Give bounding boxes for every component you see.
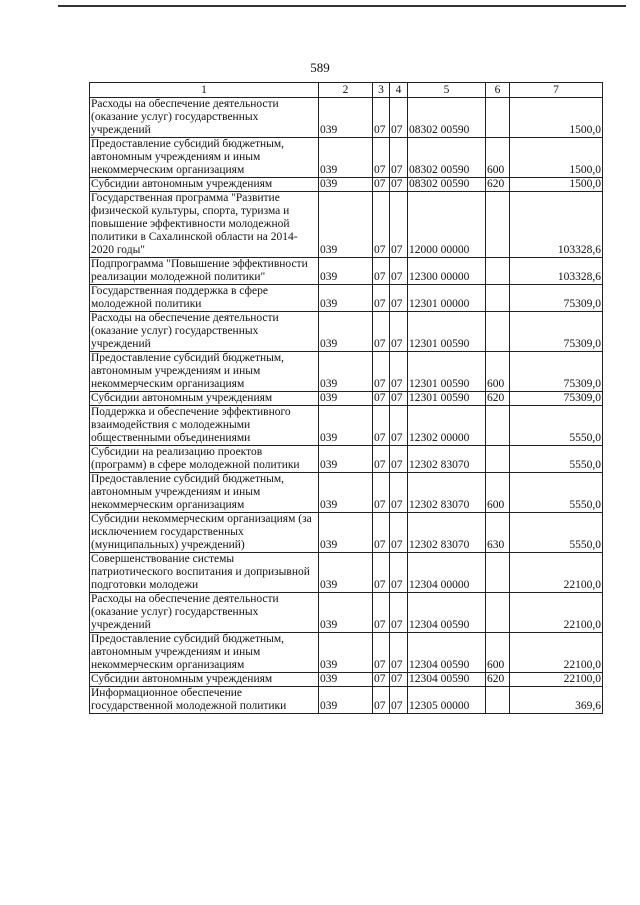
expense-type-cell: 620	[486, 392, 510, 406]
expense-type-cell: 600	[486, 633, 510, 673]
name-cell: Субсидии автономным учреждениям	[90, 392, 319, 406]
name-cell: Субсидии некоммерческим организациям (за исключением государственных (муниципальных) учреждений)	[90, 513, 319, 553]
ministry-code-cell: 039	[319, 258, 373, 285]
table-row	[90, 312, 603, 352]
section-code-cell: 07	[373, 178, 390, 192]
subsection-code-cell: 07	[390, 473, 408, 513]
expense-type-cell	[486, 406, 510, 446]
name-cell: Предоставление субсидий бюджетным, автономным учреждениям и иным некоммерческим организациям	[90, 352, 319, 392]
amount-cell: 1500,0	[510, 178, 603, 192]
amount-cell: 103328,6	[510, 192, 603, 258]
name-cell: Совершенствование системы патриотического воспитания и допризывной подготовки молодежи	[90, 553, 319, 593]
col-header: 7	[510, 83, 603, 98]
amount-cell: 5550,0	[510, 513, 603, 553]
subsection-code-cell: 07	[390, 192, 408, 258]
amount-cell: 22100,0	[510, 593, 603, 633]
table-row	[90, 673, 603, 687]
section-code-cell: 07	[373, 553, 390, 593]
ministry-code-cell: 039	[319, 312, 373, 352]
section-code-cell: 07	[373, 192, 390, 258]
table-row	[90, 392, 603, 406]
subsection-code-cell: 07	[390, 687, 408, 714]
amount-cell: 5550,0	[510, 406, 603, 446]
subsection-code-cell: 07	[390, 513, 408, 553]
target-article-cell: 12000 00000	[408, 192, 486, 258]
col-header: 6	[486, 83, 510, 98]
amount-cell: 22100,0	[510, 673, 603, 687]
expense-type-cell	[486, 593, 510, 633]
top-rule	[58, 5, 626, 7]
table-row	[90, 138, 603, 178]
target-article-cell: 12301 00590	[408, 392, 486, 406]
expense-type-cell	[486, 192, 510, 258]
subsection-code-cell: 07	[390, 138, 408, 178]
section-code-cell: 07	[373, 673, 390, 687]
amount-cell: 75309,0	[510, 392, 603, 406]
col-header: 4	[390, 83, 408, 98]
col-header: 2	[319, 83, 373, 98]
expense-type-cell: 630	[486, 513, 510, 553]
expense-type-cell	[486, 285, 510, 312]
ministry-code-cell: 039	[319, 473, 373, 513]
section-code-cell: 07	[373, 312, 390, 352]
ministry-code-cell: 039	[319, 192, 373, 258]
subsection-code-cell: 07	[390, 406, 408, 446]
amount-cell: 369,6	[510, 687, 603, 714]
col-header: 3	[373, 83, 390, 98]
target-article-cell: 12302 83070	[408, 446, 486, 473]
expense-type-cell	[486, 312, 510, 352]
amount-cell: 5550,0	[510, 446, 603, 473]
amount-cell: 75309,0	[510, 352, 603, 392]
ministry-code-cell: 039	[319, 138, 373, 178]
section-code-cell: 07	[373, 446, 390, 473]
expense-type-cell	[486, 98, 510, 138]
subsection-code-cell: 07	[390, 178, 408, 192]
section-code-cell: 07	[373, 138, 390, 178]
target-article-cell: 12301 00590	[408, 352, 486, 392]
name-cell: Информационное обеспечение государственной молодежной политики	[90, 687, 319, 714]
target-article-cell: 12301 00000	[408, 285, 486, 312]
ministry-code-cell: 039	[319, 513, 373, 553]
subsection-code-cell: 07	[390, 98, 408, 138]
table-row	[90, 633, 603, 673]
target-article-cell: 12300 00000	[408, 258, 486, 285]
target-article-cell: 08302 00590	[408, 98, 486, 138]
subsection-code-cell: 07	[390, 285, 408, 312]
expense-type-cell: 600	[486, 473, 510, 513]
amount-cell: 103328,6	[510, 258, 603, 285]
section-code-cell: 07	[373, 98, 390, 138]
subsection-code-cell: 07	[390, 312, 408, 352]
amount-cell: 75309,0	[510, 312, 603, 352]
name-cell: Расходы на обеспечение деятельности (оказание услуг) государственных учреждений	[90, 98, 319, 138]
ministry-code-cell: 039	[319, 553, 373, 593]
amount-cell: 22100,0	[510, 553, 603, 593]
ministry-code-cell: 039	[319, 593, 373, 633]
table-row	[90, 406, 603, 446]
section-code-cell: 07	[373, 687, 390, 714]
name-cell: Государственная поддержка в сфере молодежной политики	[90, 285, 319, 312]
col-header: 1	[90, 83, 319, 98]
target-article-cell: 12302 83070	[408, 473, 486, 513]
table-row	[90, 258, 603, 285]
name-cell: Поддержка и обеспечение эффективного взаимодействия с молодежными общественными объединениями	[90, 406, 319, 446]
subsection-code-cell: 07	[390, 446, 408, 473]
expense-type-cell	[486, 446, 510, 473]
expense-type-cell	[486, 258, 510, 285]
ministry-code-cell: 039	[319, 392, 373, 406]
section-code-cell: 07	[373, 513, 390, 553]
subsection-code-cell: 07	[390, 352, 408, 392]
ministry-code-cell: 039	[319, 633, 373, 673]
target-article-cell: 12302 00000	[408, 406, 486, 446]
ministry-code-cell: 039	[319, 406, 373, 446]
amount-cell: 75309,0	[510, 285, 603, 312]
name-cell: Предоставление субсидий бюджетным, автономным учреждениям и иным некоммерческим организациям	[90, 633, 319, 673]
target-article-cell: 12304 00590	[408, 633, 486, 673]
section-code-cell: 07	[373, 258, 390, 285]
name-cell: Субсидии автономным учреждениям	[90, 673, 319, 687]
header-row	[90, 83, 603, 98]
ministry-code-cell: 039	[319, 687, 373, 714]
target-article-cell: 08302 00590	[408, 138, 486, 178]
expense-type-cell	[486, 553, 510, 593]
table-row	[90, 192, 603, 258]
section-code-cell: 07	[373, 285, 390, 312]
subsection-code-cell: 07	[390, 392, 408, 406]
expense-type-cell: 620	[486, 673, 510, 687]
expense-type-cell	[486, 687, 510, 714]
name-cell: Предоставление субсидий бюджетным, автономным учреждениям и иным некоммерческим организациям	[90, 473, 319, 513]
section-code-cell: 07	[373, 392, 390, 406]
table-row	[90, 98, 603, 138]
section-code-cell: 07	[373, 406, 390, 446]
table-body	[90, 98, 603, 714]
table-row	[90, 593, 603, 633]
subsection-code-cell: 07	[390, 633, 408, 673]
name-cell: Субсидии на реализацию проектов (программ) в сфере молодежной политики	[90, 446, 319, 473]
target-article-cell: 12305 00000	[408, 687, 486, 714]
col-header: 5	[408, 83, 486, 98]
ministry-code-cell: 039	[319, 446, 373, 473]
budget-table	[89, 82, 603, 714]
subsection-code-cell: 07	[390, 258, 408, 285]
name-cell: Подпрограмма "Повышение эффективности реализации молодежной политики"	[90, 258, 319, 285]
name-cell: Расходы на обеспечение деятельности (оказание услуг) государственных учреждений	[90, 593, 319, 633]
target-article-cell: 12301 00590	[408, 312, 486, 352]
section-code-cell: 07	[373, 473, 390, 513]
table-row	[90, 285, 603, 312]
table-row	[90, 473, 603, 513]
ministry-code-cell: 039	[319, 98, 373, 138]
ministry-code-cell: 039	[319, 673, 373, 687]
table-row	[90, 352, 603, 392]
table-row	[90, 513, 603, 553]
name-cell: Субсидии автономным учреждениям	[90, 178, 319, 192]
table-row	[90, 446, 603, 473]
page-number: 589	[310, 60, 330, 75]
expense-type-cell: 600	[486, 352, 510, 392]
name-cell: Расходы на обеспечение деятельности (оказание услуг) государственных учреждений	[90, 312, 319, 352]
subsection-code-cell: 07	[390, 593, 408, 633]
expense-type-cell: 620	[486, 178, 510, 192]
target-article-cell: 12304 00000	[408, 553, 486, 593]
name-cell: Государственная программа "Развитие физической культуры, спорта, туризма и повышение эффективности молодежной политики в Сахалинской области на 2014-2020 годы"	[90, 192, 319, 258]
ministry-code-cell: 039	[319, 178, 373, 192]
name-cell: Предоставление субсидий бюджетным, автономным учреждениям и иным некоммерческим организациям	[90, 138, 319, 178]
table-row	[90, 553, 603, 593]
amount-cell: 1500,0	[510, 98, 603, 138]
amount-cell: 22100,0	[510, 633, 603, 673]
ministry-code-cell: 039	[319, 352, 373, 392]
subsection-code-cell: 07	[390, 673, 408, 687]
table-row	[90, 687, 603, 714]
section-code-cell: 07	[373, 352, 390, 392]
ministry-code-cell: 039	[319, 285, 373, 312]
target-article-cell: 08302 00590	[408, 178, 486, 192]
section-code-cell: 07	[373, 593, 390, 633]
amount-cell: 1500,0	[510, 138, 603, 178]
target-article-cell: 12302 83070	[408, 513, 486, 553]
table-row	[90, 178, 603, 192]
target-article-cell: 12304 00590	[408, 673, 486, 687]
amount-cell: 5550,0	[510, 473, 603, 513]
expense-type-cell: 600	[486, 138, 510, 178]
target-article-cell: 12304 00590	[408, 593, 486, 633]
subsection-code-cell: 07	[390, 553, 408, 593]
section-code-cell: 07	[373, 633, 390, 673]
